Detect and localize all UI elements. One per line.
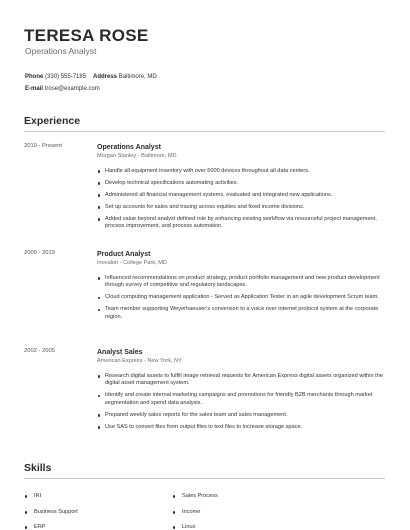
email-label: E-mail — [25, 86, 44, 92]
job-dates: 2019 - Present — [24, 143, 63, 149]
skill-item: Business Support — [24, 509, 78, 515]
skills-heading: Skills — [24, 462, 52, 474]
job-company: American Express - New York, NY — [97, 358, 182, 364]
job-bullet: Handle all equipment inventory with over 5000 devices throughout all data centers. — [97, 168, 387, 175]
job-bullet: Influenced recommendations on product strategy, product portfolio management and new product development through survey of competitive and regulatory landscapes. — [97, 275, 387, 290]
job-company: Inovalon - College Park, MD — [97, 260, 167, 266]
job-bullet: Identify and create internal marketing campaigns and promotions for friendly B2B merchants through market segmentation and spend data analysis. — [97, 392, 387, 407]
job-bullet: Set up accounts for sales and trasing across equities and fixed income divisions. — [97, 204, 387, 211]
skill-item: Linux — [172, 524, 195, 530]
job-bullet: Research digital assets to fulfill image retrieval requests for American Express digital assets organized within the digital asset management system. — [97, 373, 387, 388]
skill-item: Income — [172, 509, 200, 515]
job-dates: 2009 - 2019 — [24, 250, 55, 256]
address-value: Baltimore, MD — [118, 74, 157, 80]
job-bullet: Use SAS to convert files from output files to text files to increase storage space. — [97, 424, 387, 431]
skills-divider — [24, 478, 385, 479]
experience-divider — [24, 131, 385, 132]
contact-phone — [25, 74, 86, 80]
skill-item: Sales Process — [172, 493, 218, 499]
experience-heading: Experience — [24, 115, 81, 127]
address-label: Address — [93, 74, 118, 80]
phone-value: (330) 555-7185 — [45, 74, 87, 80]
phone-label: Phone — [25, 74, 44, 80]
job-bullet: Team member supporting Weyerhaeuser's conversion to a voice over internet protocol system at the corporate region. — [97, 306, 387, 321]
job-bullets — [97, 275, 387, 321]
job-dates: 2002 - 2005 — [24, 348, 55, 354]
contact-address — [93, 74, 157, 80]
candidate-name: TERESA ROSE — [24, 26, 149, 45]
job-title: Operations Analyst — [97, 144, 161, 151]
contact-email — [25, 86, 100, 92]
job-bullet: Prepared weekly sales reports for the sales team and sales management. — [97, 412, 387, 419]
skill-item: ERP — [24, 524, 46, 530]
job-title: Analyst Sales — [97, 349, 143, 356]
job-bullets — [97, 168, 387, 231]
job-bullet: Cloud computing management application - Served as Application Tester in an agile development Scrum team. — [97, 294, 387, 301]
job-bullet: Develop technical specifications automating activities. — [97, 180, 387, 187]
candidate-job-title: Operations Analyst — [25, 46, 97, 56]
job-title: Product Analyst — [97, 251, 151, 258]
job-company: Morgan Stanley - Baltimore, MD — [97, 153, 177, 159]
job-bullet: Administered all financial management systems, evaluated and integrated new applications. — [97, 192, 387, 199]
email-value: trose@example.com — [44, 86, 100, 92]
job-bullets — [97, 373, 387, 431]
skill-item: IRI — [24, 493, 41, 499]
job-bullet: Added value beyond analyst defined role by enhancing existing workflow via resourceful project management, process improvement, and process automation. — [97, 216, 387, 231]
